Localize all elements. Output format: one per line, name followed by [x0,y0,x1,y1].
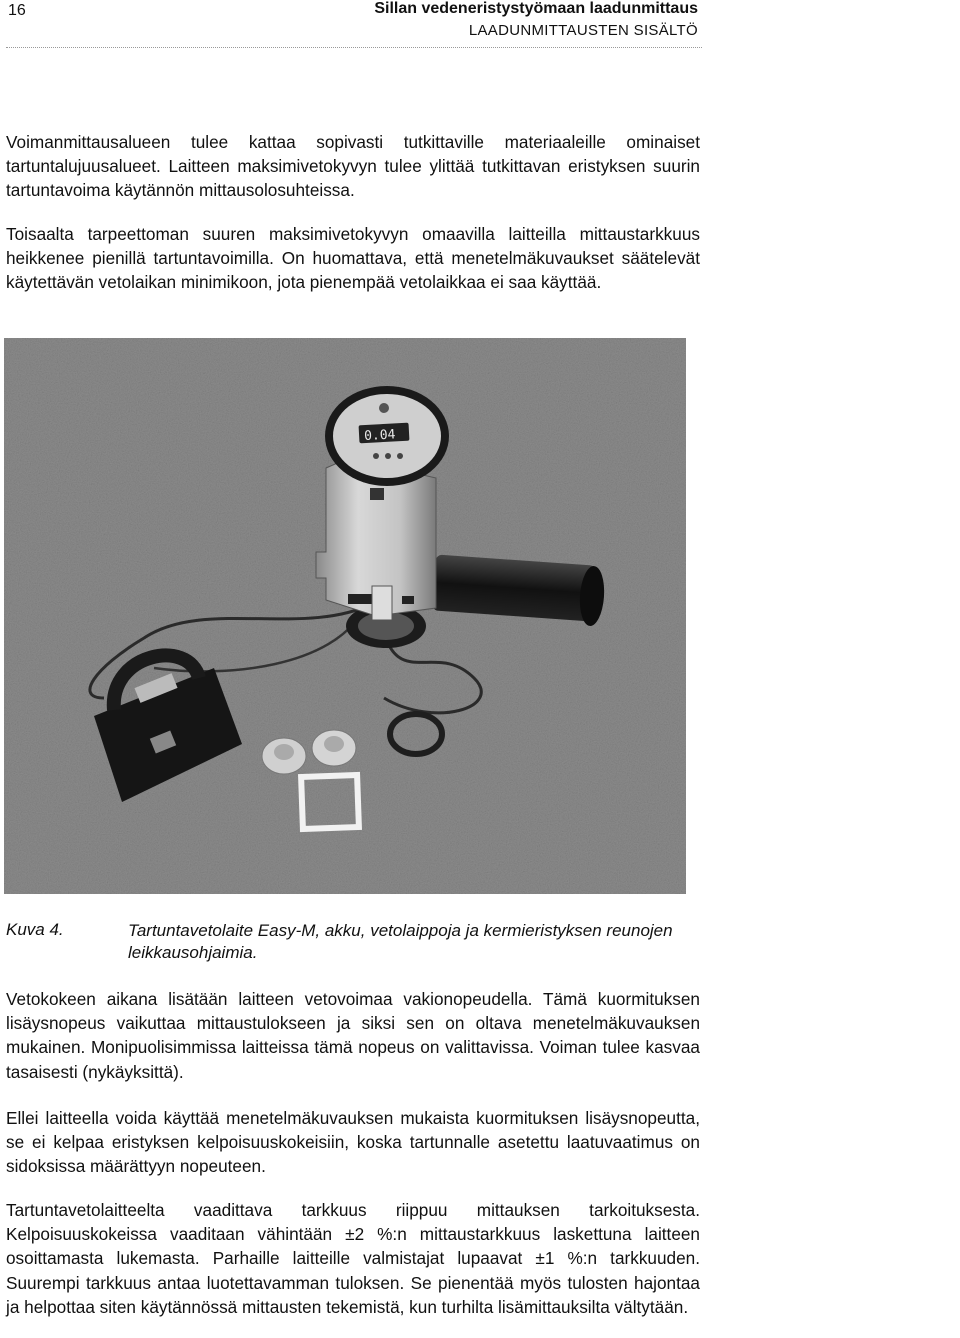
paragraph-4: Ellei laitteella voida käyttää menetelmäkuvauksen mukaista kuormituksen lisäysnopeutta, se ei kelpaa eristyksen kelpoisuuskokeisiin, koska tartunnalle asetettu laatuvaatimus on sidoksissa määrättyyn nopeuteen. [6,1108,700,1177]
body-button [370,488,384,500]
paragraph-5: Tartuntavetolaitteelta vaadittava tarkkuus riippuu mittauksen tarkoituksesta. Kelpoisuuskokeissa vaaditaan vähintään ±2 %:n mittaustarkkuus laskettuna laitteen osoittamasta lukemasta. Parhaille laitteille valmistajat lupaavat ±1 %:n tarkkuuden. Suurempi tarkkuus antaa luotettavamman tuloksen. Se pienentää myös tulosten hajontaa ja helpottaa siten käytännössä mittausten tekemistä, kun turhilta lisämittauksilta vältytään. [6,1200,700,1317]
page-number: 16 [8,2,26,19]
figure-caption-text: Tartuntavetolaite Easy-M, akku, vetolaippoja ja kermieristyksen reunojen leikkausohjaimia. [128,921,673,962]
body-label [348,594,372,604]
header-divider [6,47,702,48]
connector [372,586,392,620]
pull-tube [432,554,596,621]
figure-photo [4,338,686,894]
paragraph-3: Vetokokeen aikana lisätään laitteen vetovoimaa vakionopeudella. Tämä kuormituksen lisäysnopeus vaikuttaa mittaustulokseen ja siksi sen on oltava menetelmäkuvauksen mukainen. Monipuolisimmissa laitteissa tämä nopeus on valittavissa. Voiman tulee kasvaa tasaisesti (nykäyksittä). [6,989,700,1082]
page-header [0,0,960,50]
figure-caption-label: Kuva 4. [6,920,64,939]
paragraph-2: Toisaalta tarpeettoman suuren maksimivetokyvyn omaavilla laitteilla mittaustarkkuus heikkenee pienillä tartuntavoimilla. On huomattava, että menetelmäkuvaukset säätelevät käytettävän vetolaikan minimikoon, jota pienempää vetolaikkaa ei saa käyttää. [6,224,700,293]
running-subtitle: LAADUNMITTAUSTEN SISÄLTÖ [468,22,698,39]
display-reading: 0.04 [363,427,396,445]
paragraph-1: Voimanmittausalueen tulee kattaa sopivasti tutkittaville materiaaleille ominaiset tartuntalujuusalueet. Laitteen maksimivetokyvyn tulee ylittää tutkittavan eristyksen suurin tartuntavoima käytännön mittausolosuhteissa. [6,132,700,201]
running-title: Sillan vedeneristystyömaan laadunmittaus [374,0,698,17]
